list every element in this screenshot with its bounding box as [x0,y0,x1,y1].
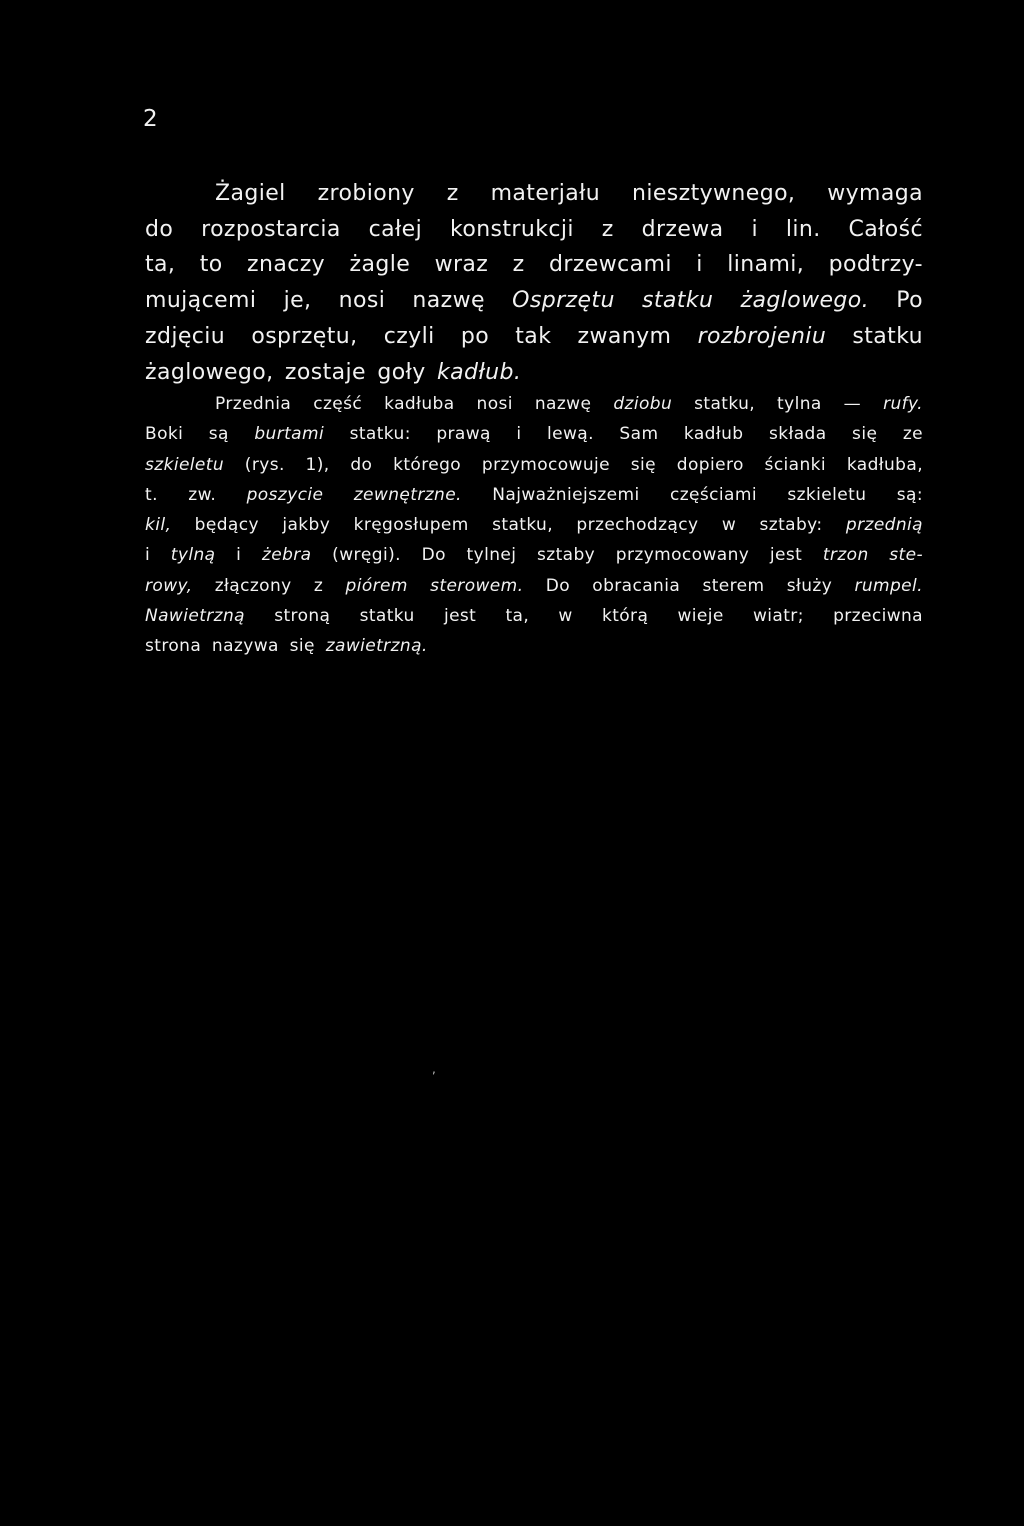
term-zawietrzna: zawietrzną. [325,636,428,657]
term-przednia: przednią [845,515,923,536]
term-dziob: dziobu [613,394,673,414]
term-sterowy: rowy, [145,575,193,596]
term-poszycie: poszycie zewnętrzne. [246,484,462,505]
term-pioro: piórem sterowem. [345,575,524,596]
paragraph-rigging [145,176,923,390]
term-rozbrojenie: rozbrojeniu [697,323,827,349]
term-zebra: żebra [261,545,312,566]
paragraph-hull [145,389,923,662]
text-line: strona nazywa się zawietrzną. [145,636,428,657]
text-line: rowy, złączony z piórem sterowem. Do obracania sterem służy rumpel. [145,575,923,596]
text-line: mującemi je, nosi nazwę Osprzętu statku żaglowego. Po [145,288,923,314]
text-line: kil, będący jakby kręgosłupem statku, przechodzący w sztaby: przednią [145,515,923,536]
term-szkielet: szkieletu [145,454,225,475]
term-nawietrzna: Nawietrzną [145,606,245,627]
term-kadlub: kadłub. [437,359,522,385]
page-number: 2 [143,106,158,132]
term-rumpel: rumpel. [854,575,923,596]
term-osprzet: Osprzętu statku żaglowego. [512,288,870,314]
text-line: t. zw. poszycie zewnętrzne. Najważniejszemi częściami szkieletu są: [145,484,923,505]
term-kil: kil, [145,515,172,536]
text-line: ta, to znaczy żagle wraz z drzewcami i linami, podtrzy- [145,252,923,278]
term-tylna: tylną [170,545,216,566]
text-line: do rozpostarcia całej konstrukcji z drzewa i lin. Całość [145,216,923,242]
text-line: Boki są burtami statku: prawą i lewą. Sam kadłub składa się ze [145,424,923,445]
text-line: Przednia część kadłuba nosi nazwę dziobu statku, tylna — rufy. [215,394,923,414]
term-rufa: rufy. [883,394,923,414]
text-line: szkieletu (rys. 1), do którego przymocowuje się dopiero ścianki kadłuba, [145,454,923,475]
text-line: i tylną i żebra (wręgi). Do tylnej sztaby przymocowany jest trzon ste- [145,545,923,566]
term-trzon: trzon ste- [822,545,923,566]
text-line: żaglowego, zostaje goły kadłub. [145,359,522,385]
text-line: zdjęciu osprzętu, czyli po tak zwanym rozbrojeniu statku [145,323,923,349]
stray-mark: , [432,1062,436,1076]
text-line: Nawietrzną stroną statku jest ta, w którą wieje wiatr; przeciwna [145,606,923,627]
text-line: Żagiel zrobiony z materjału niesztywnego, wymaga [215,181,923,206]
term-burty: burtami [254,424,325,445]
